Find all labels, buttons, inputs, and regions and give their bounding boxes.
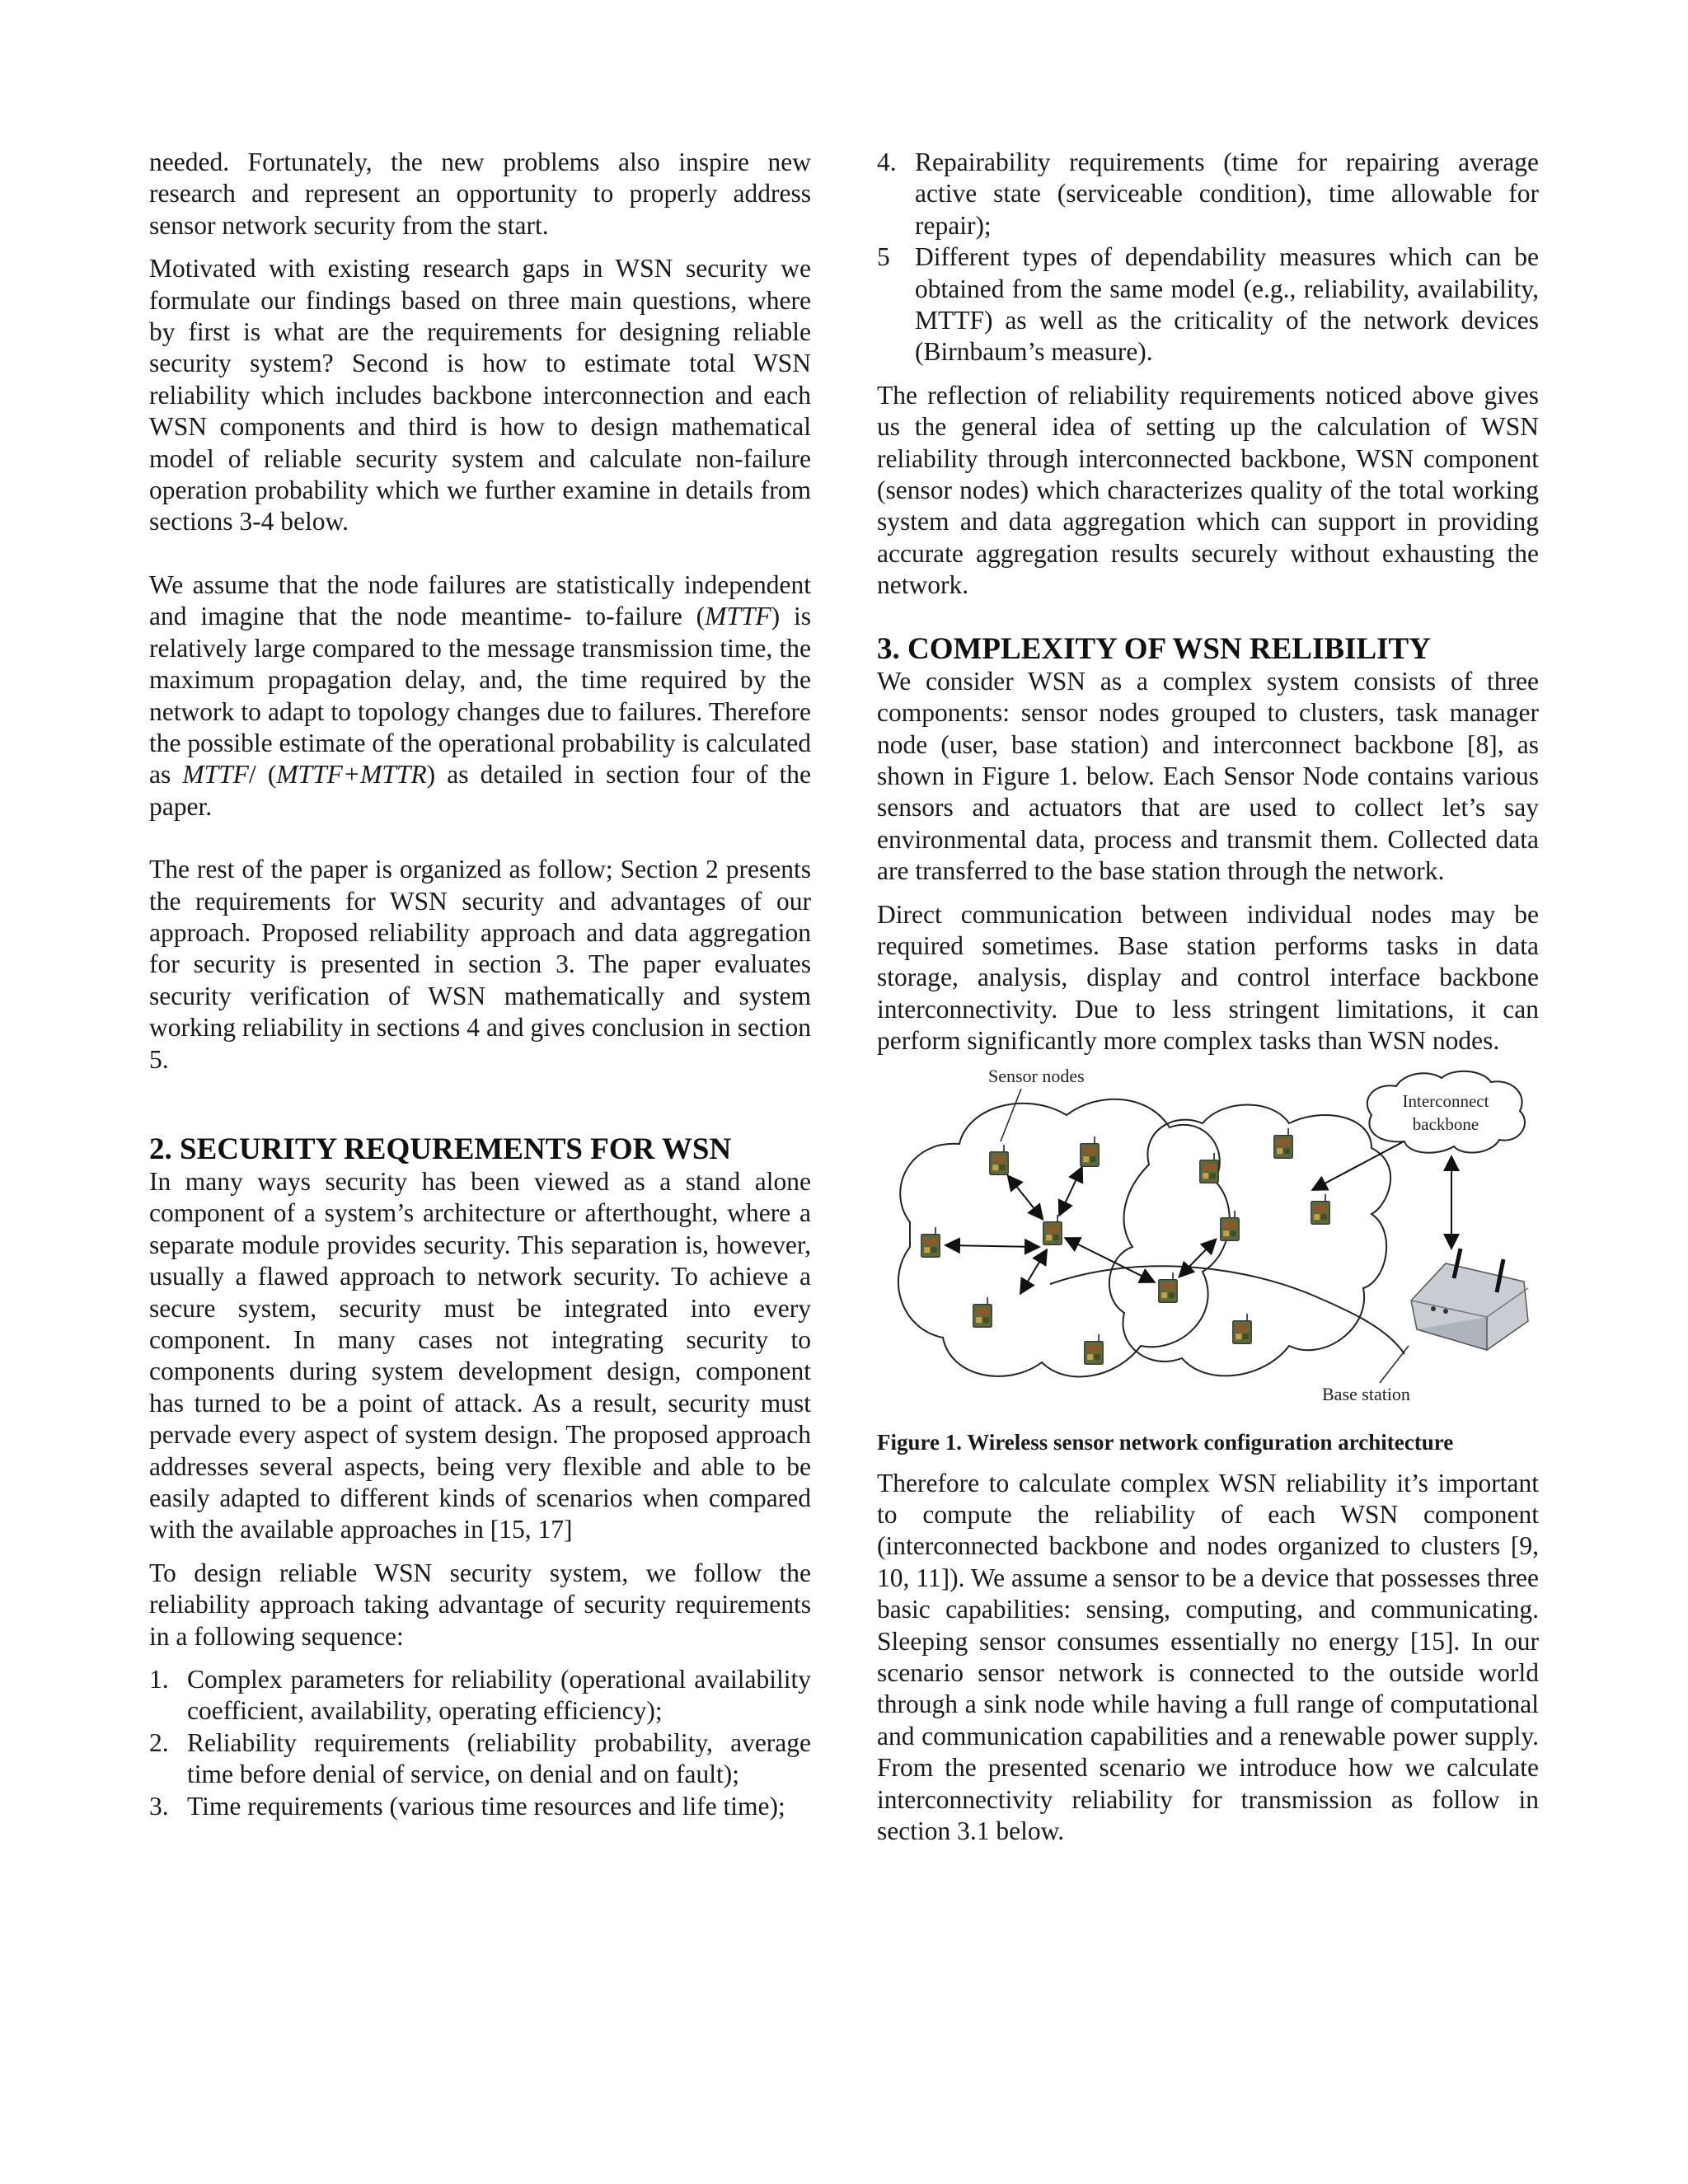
list-item: [149, 1727, 811, 1791]
list-item: [149, 1791, 811, 1822]
paragraph: [149, 569, 811, 823]
text-run: / (: [248, 760, 277, 790]
cluster-cloud-left: [898, 1099, 1230, 1376]
paragraph: Motivated with existing research gaps in WSN security we formulate our findings based on three main questions, where by first is what are the requirements for designing reliable security system? Second is how to estimate total WSN reliability which includes backbone interconnection and each WSN components and third is how to design mathematical model of reliable security system and calculate non-failure operation probability which we further examine in details from sections 3-4 below.: [149, 254, 811, 537]
cluster-boundary: [1050, 1266, 1404, 1354]
list-text: Different types of dependability measures which can be obtained from the same model (e.g., reliability, availability, MTTF) as well as the criticality of the network devices (Birnbaum’s measure).: [915, 242, 1539, 367]
text-run: We assume that the node failures are statistically independent and imagine that the node meantime- to-failure (: [149, 569, 811, 631]
list-number: 4.: [877, 148, 897, 176]
backbone-cloud: [1367, 1071, 1525, 1152]
list-item: [877, 147, 1539, 241]
wsn-diagram: [877, 1066, 1539, 1428]
list-item: [877, 241, 1539, 368]
left-column: [149, 147, 811, 1822]
requirements-list: [149, 1664, 811, 1822]
right-column: [877, 147, 1539, 1847]
term-mttf-mttr: MTTF+MTTR: [276, 760, 427, 790]
pointer-line: [1001, 1089, 1021, 1141]
pointer-line: [1380, 1346, 1409, 1383]
term-mttf: MTTF: [182, 760, 249, 790]
section-heading: 2. SECURITY REQUREMENTS FOR WSN: [149, 1132, 732, 1166]
paragraph: needed. Fortunately, the new problems also inspire new research and represent an opportunity to properly address sensor network security from the start.: [149, 148, 811, 240]
paragraph: Therefore to calculate complex WSN reliability it’s important to compute the reliability of each WSN component (interconnected backbone and nodes organized to clusters [9, 10, 11]). We assume a sensor to be a device that possesses three basic capabilities: sensing, computing, and communicating. Sleeping sensor consumes essentially no energy [15]. In our scenario sensor network is connected to the outside world through a sink node while having a full range of computational and communication capabilities and a renewable power supply. From the presented scenario we introduce how we calculate interconnectivity reliability for transmission as follow in section 3.1 below.: [877, 1468, 1539, 1846]
sensor-node-icon: [973, 1296, 992, 1326]
requirements-list-continued: [877, 147, 1539, 368]
sensor-node-icon: [1274, 1127, 1293, 1157]
label-base-station: Base station: [1322, 1383, 1410, 1404]
sensor-node-icon: [1200, 1152, 1219, 1182]
link-arrow: [1021, 1251, 1046, 1292]
base-station-icon: [1411, 1249, 1528, 1350]
list-number: 1.: [149, 1665, 169, 1694]
list-text: Time requirements (various time resources and life time);: [187, 1791, 785, 1821]
sensor-node-icon: [921, 1226, 940, 1256]
term-mttf: MTTF: [705, 602, 771, 631]
list-text: Complex parameters for reliability (operational availability coefficient, availability, operating efficiency);: [187, 1665, 811, 1726]
label-sensor-nodes: Sensor nodes: [988, 1065, 1085, 1086]
sensor-node-icon: [1085, 1333, 1104, 1363]
paragraph: We consider WSN as a complex system consists of three components: sensor nodes grouped to clusters, task manager node (user, base station) and interconnect backbone [8], as shown in Figure 1. below. Each Sensor Node contains various sensors and actuators that are used to collect let’s say environmental data, process and transmit them. Collected data are transferred to the base station through the network.: [877, 666, 1539, 886]
label-backbone-line-1: Interconnect: [1402, 1090, 1489, 1111]
sensor-node-icon: [1043, 1214, 1062, 1244]
sensor-node-icon: [1233, 1313, 1252, 1343]
sensor-node-icon: [1311, 1193, 1330, 1223]
link-arrow: [1060, 1169, 1081, 1214]
sensor-node-icon: [1159, 1272, 1178, 1301]
paragraph: Direct communication between individual nodes may be required sometimes. Base station performs tasks in data storage, analysis, display and control interface backbone interconnectivity. Due to less stringent limitations, it can perform significantly more complex tasks than WSN nodes.: [877, 899, 1539, 1056]
sensor-node-icon: [990, 1144, 1009, 1174]
sensor-node-icon: [1081, 1136, 1100, 1165]
paragraph: The rest of the paper is organized as follow; Section 2 presents the requirements for WSN security and advantages of our approach. Proposed reliability approach and data aggregation for security is presented in section 3. The paper evaluates security verification of WSN mathematically and system working reliability in sections 4 and gives conclusion in section 5.: [149, 855, 811, 1074]
list-text: Repairability requirements (time for repairing average active state (serviceable condition), time allowable for repair);: [915, 148, 1539, 240]
section-heading: 3. COMPLEXITY OF WSN RELIBILITY: [877, 631, 1431, 666]
link-arrow: [947, 1245, 1038, 1247]
paragraph: The reflection of reliability requirements noticed above gives us the general idea of setting up the calculation of WSN reliability through interconnected backbone, WSN component (sensor nodes) which characterizes quality of the total working system and data aggregation which can support in providing accurate aggregation results securely without exhausting the network.: [877, 380, 1539, 600]
figure-wsn-architecture: [877, 1066, 1539, 1428]
figure-caption: Figure 1. Wireless sensor network configuration architecture: [877, 1429, 1454, 1455]
link-arrow: [1180, 1240, 1215, 1276]
label-backbone-line-2: backbone: [1412, 1113, 1479, 1134]
paragraph: In many ways security has been viewed as a stand alone component of a system’s architecture or afterthought, where a separate module provides security. This separation is, however, usually a flawed approach to network security. To achieve a secure system, security must be integrated into every component. In many cases not integrating security to components during system development design, component has turned to be a point of attack. As a result, security must pervade every aspect of system design. The proposed approach addresses several aspects, being very flexible and able to be easily adapted to different kinds of scenarios when compared with the available approaches in [15, 17]: [149, 1166, 811, 1544]
list-number: 3.: [149, 1791, 169, 1821]
list-text: Reliability requirements (reliability probability, average time before denial of service, on denial and on fault);: [187, 1727, 811, 1789]
list-number: 2.: [149, 1727, 169, 1757]
list-item: [149, 1664, 811, 1727]
paragraph: To design reliable WSN security system, we follow the reliability approach taking advantage of security requirements in a following sequence:: [149, 1558, 811, 1651]
link-arrow: [1009, 1177, 1042, 1218]
list-number: 5: [877, 242, 890, 272]
text-run: ) is relatively large compared to the message transmission time, the maximum propagation delay, and, the time required by the network to adapt to topology changes due to failures. Therefore the possible estimate of the operational probability is calculated as: [149, 602, 812, 790]
text-run: ) as detailed in section four of the paper.: [149, 760, 811, 821]
